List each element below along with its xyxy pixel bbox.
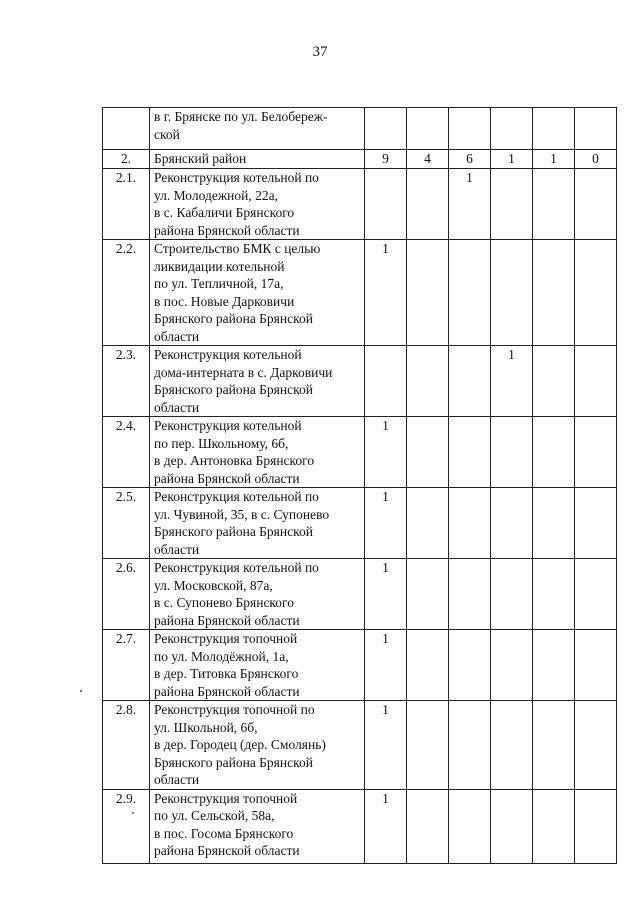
value-cell — [491, 488, 533, 559]
row-number-cell: 2.1. — [103, 169, 150, 240]
value-cell — [575, 346, 617, 417]
program-table — [102, 107, 617, 864]
value-cell — [491, 701, 533, 790]
value-cell — [449, 630, 491, 701]
value-cell — [533, 488, 575, 559]
value-cell: 1 — [365, 488, 407, 559]
value-cell: 1 — [365, 417, 407, 488]
row-number-cell: 2.6. — [103, 559, 150, 630]
value-cell — [407, 488, 449, 559]
value-cell — [533, 108, 575, 150]
object-name-cell: Реконструкция котельной по ул. Московской, 87а, в с. Супонево Брянского района Брянской области — [150, 559, 365, 630]
table-row — [103, 346, 617, 417]
scan-speck — [132, 812, 134, 814]
object-name-cell: Реконструкция котельной по ул. Молодежной, 22а, в с. Кабаличи Брянского района Брянской области — [150, 169, 365, 240]
value-cell: 6 — [449, 150, 491, 169]
value-cell — [449, 240, 491, 346]
value-cell — [533, 240, 575, 346]
value-cell — [491, 630, 533, 701]
value-cell: 1 — [533, 150, 575, 169]
table-row — [103, 488, 617, 559]
value-cell — [449, 417, 491, 488]
value-cell: 9 — [365, 150, 407, 169]
table-row — [103, 417, 617, 488]
row-number-cell: 2.9. — [103, 789, 150, 863]
table-row — [103, 169, 617, 240]
object-name-cell: в г. Брянске по ул. Белобереж- ской — [150, 108, 365, 150]
value-cell — [449, 488, 491, 559]
object-name-cell: Реконструкция котельной дома-интерната в с. Дарковичи Брянского района Брянской области — [150, 346, 365, 417]
value-cell: 1 — [365, 240, 407, 346]
value-cell: 1 — [491, 150, 533, 169]
value-cell — [365, 346, 407, 417]
district-total-row — [103, 150, 617, 169]
row-number-cell: 2.4. — [103, 417, 150, 488]
value-cell — [533, 630, 575, 701]
value-cell — [491, 169, 533, 240]
table-row — [103, 789, 617, 863]
value-cell — [533, 346, 575, 417]
value-cell — [575, 169, 617, 240]
object-name-cell: Брянский район — [150, 150, 365, 169]
value-cell: 1 — [449, 169, 491, 240]
value-cell — [449, 346, 491, 417]
value-cell — [575, 240, 617, 346]
object-name-cell: Реконструкция топочной по ул. Школьной, 6б, в дер. Городец (дер. Смолянь) Брянского района Брянской области — [150, 701, 365, 790]
page-number: 37 — [312, 44, 328, 60]
value-cell — [449, 108, 491, 150]
value-cell: 4 — [407, 150, 449, 169]
value-cell — [449, 559, 491, 630]
value-cell — [575, 701, 617, 790]
table-row — [103, 240, 617, 346]
object-name-cell: Реконструкция котельной по пер. Школьному, 6б, в дер. Антоновка Брянского района Брянской области — [150, 417, 365, 488]
object-name-cell: Строительство БМК с целью ликвидации котельной по ул. Тепличной, 17а, в пос. Новые Дарковичи Брянского района Брянской области — [150, 240, 365, 346]
value-cell — [575, 488, 617, 559]
value-cell: 0 — [575, 150, 617, 169]
value-cell — [575, 789, 617, 863]
value-cell — [365, 169, 407, 240]
object-name-cell: Реконструкция топочной по ул. Сельской, 58а, в пос. Госома Брянского района Брянской области — [150, 789, 365, 863]
value-cell — [407, 169, 449, 240]
value-cell — [407, 240, 449, 346]
value-cell — [407, 789, 449, 863]
value-cell — [365, 108, 407, 150]
object-name-cell: Реконструкция топочной по ул. Молодёжной, 1а, в дер. Титовка Брянского района Брянской области — [150, 630, 365, 701]
value-cell — [533, 559, 575, 630]
row-number-cell: 2.3. — [103, 346, 150, 417]
value-cell — [533, 169, 575, 240]
value-cell — [491, 417, 533, 488]
value-cell — [533, 701, 575, 790]
table-row — [103, 108, 617, 150]
table-row — [103, 701, 617, 790]
value-cell — [449, 701, 491, 790]
value-cell — [407, 108, 449, 150]
value-cell — [407, 417, 449, 488]
value-cell — [491, 108, 533, 150]
row-number-cell: 2.8. — [103, 701, 150, 790]
value-cell — [491, 559, 533, 630]
table-row — [103, 559, 617, 630]
value-cell: 1 — [491, 346, 533, 417]
row-number-cell — [103, 108, 150, 150]
value-cell — [407, 559, 449, 630]
value-cell: 1 — [365, 789, 407, 863]
object-name-cell: Реконструкция котельной по ул. Чувиной, 35, в с. Супонево Брянского района Брянской области — [150, 488, 365, 559]
value-cell — [407, 346, 449, 417]
value-cell — [449, 789, 491, 863]
value-cell: 1 — [365, 701, 407, 790]
row-number-cell: 2.7. — [103, 630, 150, 701]
row-number-cell: 2.2. — [103, 240, 150, 346]
value-cell — [575, 559, 617, 630]
value-cell: 1 — [365, 559, 407, 630]
value-cell — [575, 417, 617, 488]
value-cell — [575, 630, 617, 701]
value-cell — [533, 417, 575, 488]
value-cell — [491, 240, 533, 346]
value-cell — [533, 789, 575, 863]
value-cell — [407, 701, 449, 790]
value-cell — [407, 630, 449, 701]
value-cell — [491, 789, 533, 863]
scan-speck — [80, 690, 82, 692]
value-cell: 1 — [365, 630, 407, 701]
table-row — [103, 630, 617, 701]
value-cell — [575, 108, 617, 150]
row-number-cell: 2. — [103, 150, 150, 169]
row-number-cell: 2.5. — [103, 488, 150, 559]
